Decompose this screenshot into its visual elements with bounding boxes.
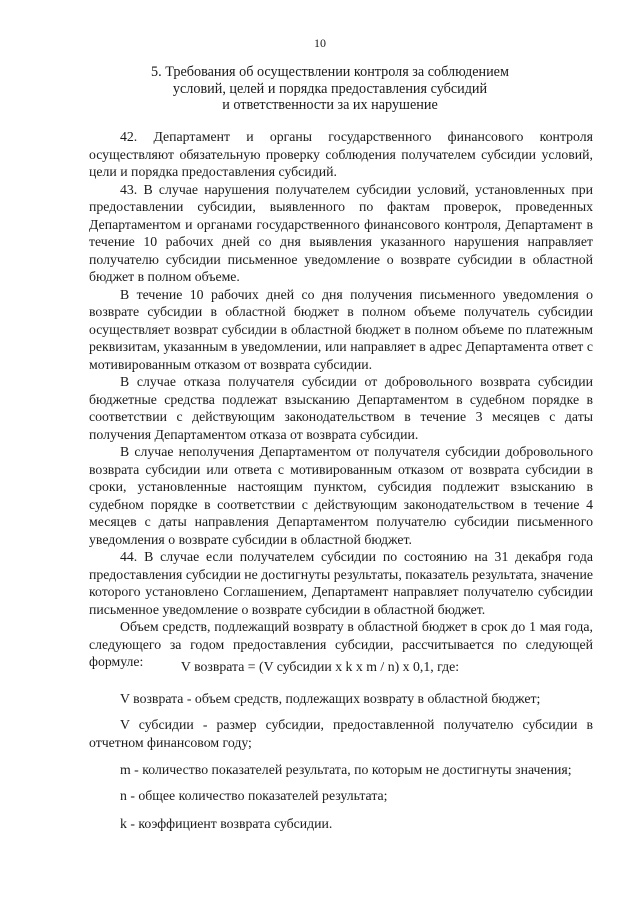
formula: V возврата = (V субсидии x k x m / n) x 0,1, где: bbox=[180, 659, 460, 674]
paragraph-42: 42. Департамент и органы государственного финансового контроля осуществляют обязательную проверку соблюдения получателем субсидии условий, цели и порядка предоставления субсидий. bbox=[89, 129, 593, 179]
paragraph: В течение 10 рабочих дней со дня получения письменного уведомления о возврате субсидии в областной бюджет в полном объеме получатель субсидии осуществляет возврат субсидии в областной бюджет в полном объеме по платежным реквизитам, указанным в уведомлении, или направляет в адрес Департамента ответ с мотивированным отказом от возврата субсидии. bbox=[89, 286, 593, 372]
body-text bbox=[89, 128, 593, 671]
definition-item: V субсидии - размер субсидии, предоставленной получателю субсидии в отчетном финансовом году; bbox=[89, 717, 593, 750]
definition-item: k - коэффициент возврата субсидии. bbox=[120, 816, 333, 831]
heading-line: условий, целей и порядка предоставления субсидий bbox=[172, 80, 488, 97]
paragraph: Объем средств, подлежащий возврату в областной бюджет в срок до 1 мая года, следующего за годом предоставления субсидии, рассчитывается по следующей формуле: bbox=[89, 619, 593, 669]
paragraph-43: 43. В случае нарушения получателем субсидии условий, установленных при предоставлении субсидии, выявленного по фактам проверок, проведенных Департаментом и органами государственного финансового контроля, Департамент в течение 10 рабочих дней со дня выявления указанного нарушения направляет получателю субсидии письменное уведомление о возврате субсидии в областной бюджет в полном объеме. bbox=[89, 181, 593, 284]
section-heading bbox=[90, 64, 570, 114]
heading-line: и ответственности за их нарушение bbox=[222, 97, 438, 113]
heading-line: 5. Требования об осуществлении контроля за соблюдением bbox=[151, 64, 509, 80]
paragraph: В случае неполучения Департаментом от получателя субсидии добровольного возврата субсидии или ответа с мотивированным отказом от возврата субсидии в сроки, установленные настоящим пунктом, субсидия подлежит взысканию в судебном порядке в соответствии с действующим законодательством в течение 4 месяцев с даты направления Департаментом получателю субсидии письменного уведомления о возврате субсидии в областной бюджет. bbox=[89, 444, 593, 547]
page-number: 10 bbox=[314, 36, 326, 50]
definition-item: V возврата - объем средств, подлежащих возврату в областной бюджет; bbox=[120, 691, 541, 706]
paragraph-44: 44. В случае если получателем субсидии по состоянию на 31 декабря года предоставления субсидии не достигнуты результаты, показатель результата, значение которого установлено Соглашением, Департамент направляет получателю субсидии письменное уведомление о возврате субсидии в областной бюджет. bbox=[89, 549, 593, 617]
paragraph: В случае отказа получателя субсидии от добровольного возврата субсидии бюджетные средства подлежат взысканию Департаментом в судебном порядке в соответствии с действующим законодательством в течение 3 месяцев с даты получения Департаментом отказа от возврата субсидии. bbox=[89, 374, 593, 442]
definition-item: m - количество показателей результата, по которым не достигнуты значения; bbox=[120, 762, 572, 777]
definition-item: n - общее количество показателей результата; bbox=[120, 788, 388, 803]
